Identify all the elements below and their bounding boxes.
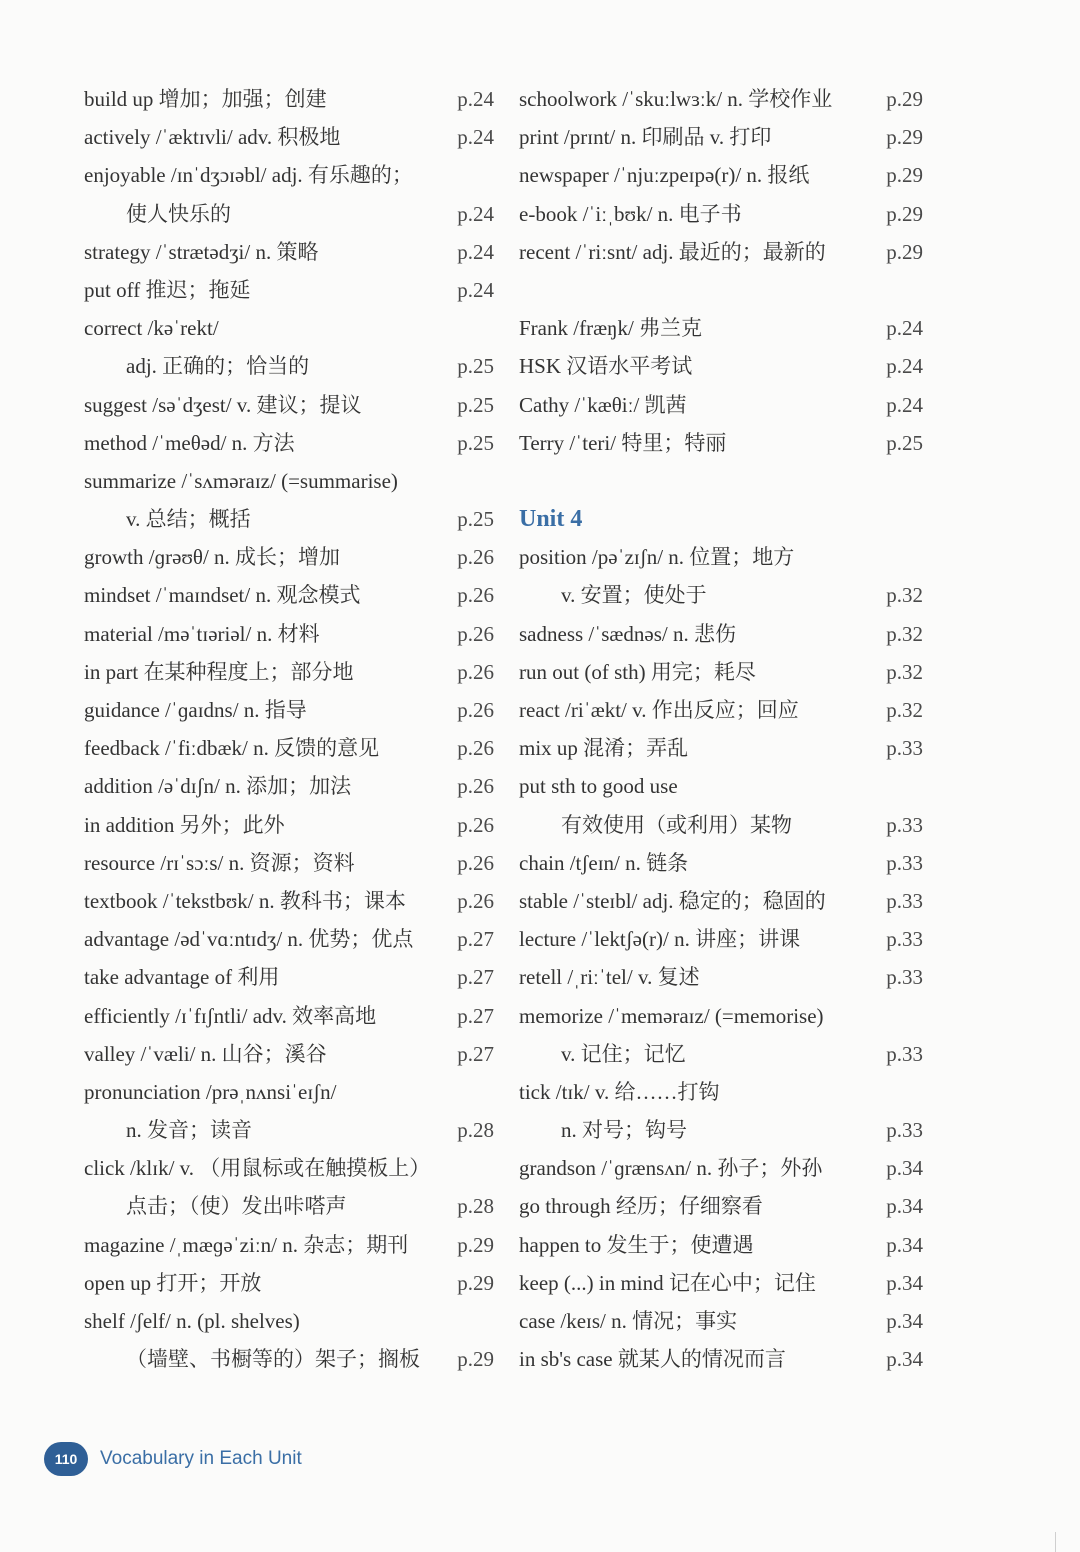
entry-text: method /ˈmeθəd/ n. 方法 xyxy=(84,430,295,455)
entry-text: stable /ˈsteɪbl/ adj. 稳定的；稳固的 xyxy=(519,888,826,913)
page-reference: p.29 xyxy=(457,1347,494,1372)
vocab-entry xyxy=(84,271,494,309)
page-reference: p.28 xyxy=(457,1118,494,1143)
vocab-entry xyxy=(519,653,923,691)
entry-text: lecture /ˈlektʃə(r)/ n. 讲座；讲课 xyxy=(519,927,801,952)
entry-text: adj. 正确的；恰当的 xyxy=(126,354,310,379)
page-reference: p.29 xyxy=(886,125,923,150)
vocab-entry xyxy=(519,1264,923,1302)
entry-text: position /pəˈzɪʃn/ n. 位置；地方 xyxy=(519,545,795,570)
vocab-entry xyxy=(519,691,923,729)
vocab-entry xyxy=(519,1187,923,1225)
page-reference: p.26 xyxy=(457,774,494,799)
vocab-entry xyxy=(84,80,494,118)
page-reference: p.32 xyxy=(886,583,923,608)
entry-text: grandson /ˈɡrænsʌn/ n. 孙子；外孙 xyxy=(519,1156,823,1181)
vocab-entry-continuation xyxy=(84,195,494,233)
page-reference: p.34 xyxy=(886,1194,923,1219)
entry-text: in part 在某种程度上；部分地 xyxy=(84,659,354,684)
entry-text: schoolwork /ˈskuːlwɜːk/ n. 学校作业 xyxy=(519,87,833,111)
vocab-entry xyxy=(519,195,923,233)
entry-text: v. 记住；记忆 xyxy=(561,1041,686,1066)
page-reference: p.29 xyxy=(886,163,923,188)
vocabulary-column-left xyxy=(84,80,494,1378)
vocab-entry xyxy=(519,882,923,920)
section-spacer xyxy=(519,271,923,309)
page-reference: p.27 xyxy=(457,965,494,990)
vocab-entry xyxy=(84,576,494,614)
entry-text: put off 推迟；拖延 xyxy=(84,277,251,302)
page-reference: p.24 xyxy=(886,354,923,379)
page-reference: p.26 xyxy=(457,621,494,646)
vocab-entry xyxy=(84,386,494,424)
vocab-entry xyxy=(84,844,494,882)
section-spacer xyxy=(519,462,923,500)
page-footer xyxy=(44,1442,302,1476)
vocab-entry xyxy=(519,997,923,1035)
page-reference: p.25 xyxy=(457,507,494,532)
vocab-entry-continuation xyxy=(519,1111,923,1149)
vocab-entry-continuation xyxy=(519,576,923,614)
vocab-entry xyxy=(519,1149,923,1187)
vocab-entry xyxy=(84,424,494,462)
page-reference: p.26 xyxy=(457,812,494,837)
vocab-entry xyxy=(84,1264,494,1302)
page-reference: p.26 xyxy=(457,888,494,913)
entry-text: material /məˈtɪəriəl/ n. 材料 xyxy=(84,621,320,646)
page-reference: p.27 xyxy=(457,927,494,952)
entry-text: v. 总结；概括 xyxy=(126,507,251,532)
entry-text: feedback /ˈfiːdbæk/ n. 反馈的意见 xyxy=(84,736,380,761)
page-reference: p.33 xyxy=(886,812,923,837)
entry-text: addition /əˈdɪʃn/ n. 添加；加法 xyxy=(84,774,352,799)
page-reference: p.29 xyxy=(886,87,923,111)
entry-text: 点击；（使）发出咔嗒声 xyxy=(126,1194,347,1219)
entry-text: resource /rɪˈsɔːs/ n. 资源；资料 xyxy=(84,850,355,875)
vocab-entry xyxy=(84,1226,494,1264)
entry-text: build up 增加；加强；创建 xyxy=(84,87,327,111)
entry-text: 有效使用（或利用）某物 xyxy=(561,812,792,837)
page-reference: p.34 xyxy=(886,1156,923,1181)
page-reference: p.34 xyxy=(886,1347,923,1372)
unit-heading: Unit 4 xyxy=(519,506,583,533)
vocab-entry xyxy=(84,1302,494,1340)
vocab-entry xyxy=(519,80,923,118)
entry-text: open up 打开；开放 xyxy=(84,1270,262,1295)
entry-text: enjoyable /ɪnˈdʒɔɪəbl/ adj. 有乐趣的； xyxy=(84,163,413,188)
entry-text: retell /ˌriːˈtel/ v. 复述 xyxy=(519,965,700,990)
vocab-entry xyxy=(84,729,494,767)
entry-text: react /riˈækt/ v. 作出反应；回应 xyxy=(519,698,799,722)
entry-text: summarize /ˈsʌməraɪz/ (=summarise) xyxy=(84,468,398,493)
vocab-entry xyxy=(519,844,923,882)
vocab-entry-continuation xyxy=(84,500,494,538)
entry-text: run out (of sth) 用完；耗尽 xyxy=(519,659,756,684)
page-reference: p.26 xyxy=(457,850,494,875)
vocab-entry xyxy=(84,538,494,576)
page-reference: p.29 xyxy=(886,201,923,226)
vocab-entry xyxy=(84,997,494,1035)
page-reference: p.32 xyxy=(886,659,923,684)
vocabulary-column-right xyxy=(519,80,923,1378)
vocab-entry xyxy=(519,233,923,271)
vocab-entry xyxy=(519,1226,923,1264)
vocab-entry-continuation xyxy=(519,1035,923,1073)
page-reference: p.24 xyxy=(457,201,494,226)
entry-text: sadness /ˈsædnəs/ n. 悲伤 xyxy=(519,621,736,646)
entry-text: pronunciation /prəˌnʌnsiˈeɪʃn/ xyxy=(84,1079,337,1104)
page-reference: p.33 xyxy=(886,965,923,990)
page-reference: p.25 xyxy=(886,430,923,455)
vocab-entry xyxy=(84,882,494,920)
vocab-entry-continuation xyxy=(519,806,923,844)
entry-text: n. 发音；读音 xyxy=(126,1118,252,1143)
entry-text: shelf /ʃelf/ n. (pl. shelves) xyxy=(84,1309,300,1333)
entry-text: mindset /ˈmaɪndset/ n. 观念模式 xyxy=(84,583,361,608)
vocab-entry xyxy=(84,1149,494,1187)
page-number-badge: 110 xyxy=(44,1442,88,1476)
page-reference: p.24 xyxy=(457,125,494,150)
page-reference: p.34 xyxy=(886,1270,923,1295)
entry-text: HSK 汉语水平考试 xyxy=(519,354,693,379)
entry-text: click /klɪk/ v. （用鼠标或在触摸板上） xyxy=(84,1156,431,1181)
page-reference: p.29 xyxy=(457,1270,494,1295)
page-reference: p.33 xyxy=(886,850,923,875)
vocab-entry xyxy=(84,958,494,996)
entry-text: recent /ˈriːsnt/ adj. 最近的；最新的 xyxy=(519,239,826,264)
vocab-entry xyxy=(519,118,923,156)
footer-section-title: Vocabulary in Each Unit xyxy=(100,1448,302,1469)
page-reference: p.33 xyxy=(886,888,923,913)
vocab-entry-continuation xyxy=(84,1111,494,1149)
entry-text: （墙壁、书橱等的）架子；搁板 xyxy=(126,1347,420,1372)
entry-text: newspaper /ˈnjuːzpeɪpə(r)/ n. 报纸 xyxy=(519,163,810,188)
page-reference: p.25 xyxy=(457,392,494,417)
proper-name-entry xyxy=(519,386,923,424)
vocab-entry xyxy=(519,1073,923,1111)
vocab-entry xyxy=(84,1073,494,1111)
entry-text: take advantage of 利用 xyxy=(84,965,280,990)
page-reference: p.33 xyxy=(886,927,923,952)
page-reference: p.29 xyxy=(886,239,923,264)
entry-text: advantage /ədˈvɑːntɪdʒ/ n. 优势；优点 xyxy=(84,927,414,952)
entry-text: textbook /ˈtekstbʊk/ n. 教科书；课本 xyxy=(84,888,406,913)
vocab-entry xyxy=(84,1035,494,1073)
entry-text: efficiently /ɪˈfɪʃntli/ adv. 效率高地 xyxy=(84,1003,377,1028)
entry-text: strategy /ˈstrætədʒi/ n. 策略 xyxy=(84,239,319,264)
vocab-entry xyxy=(84,233,494,271)
entry-text: Terry /ˈteri/ 特里；特丽 xyxy=(519,430,727,455)
page-reference: p.34 xyxy=(886,1232,923,1257)
page-reference: p.27 xyxy=(457,1003,494,1028)
vocab-entry xyxy=(519,156,923,194)
vocab-entry xyxy=(519,958,923,996)
vocab-entry xyxy=(84,309,494,347)
vocab-entry xyxy=(519,920,923,958)
entry-text: v. 安置；使处于 xyxy=(561,583,707,608)
vocab-entry xyxy=(519,615,923,653)
entry-text: n. 对号；钩号 xyxy=(561,1118,687,1143)
vocab-entry xyxy=(84,767,494,805)
page-reference: p.32 xyxy=(886,621,923,646)
entry-text: in sb's case 就某人的情况而言 xyxy=(519,1347,786,1372)
vocab-entry xyxy=(84,615,494,653)
page-reference: p.26 xyxy=(457,659,494,684)
entry-text: keep (...) in mind 记在心中；记住 xyxy=(519,1270,816,1295)
entry-text: suggest /səˈdʒest/ v. 建议；提议 xyxy=(84,392,362,417)
entry-text: growth /ɡrəʊθ/ n. 成长；增加 xyxy=(84,545,341,570)
vocab-entry xyxy=(84,653,494,691)
entry-text: chain /tʃeɪn/ n. 链条 xyxy=(519,850,689,875)
entry-text: tick /tɪk/ v. 给……打钩 xyxy=(519,1079,720,1104)
vocab-entry xyxy=(519,1340,923,1378)
entry-text: print /prɪnt/ n. 印刷品 v. 打印 xyxy=(519,125,772,150)
entry-text: guidance /ˈɡaɪdns/ n. 指导 xyxy=(84,698,307,722)
entry-text: Frank /fræŋk/ 弗兰克 xyxy=(519,316,703,341)
entry-text: case /keɪs/ n. 情况；事实 xyxy=(519,1309,738,1333)
page-reference: p.24 xyxy=(886,316,923,341)
page-reference: p.29 xyxy=(457,1232,494,1257)
page-reference: p.25 xyxy=(457,354,494,379)
entry-text: memorize /ˈmeməraɪz/ (=memorise) xyxy=(519,1003,824,1028)
entry-text: magazine /ˌmæɡəˈziːn/ n. 杂志；期刊 xyxy=(84,1232,409,1257)
vocab-entry xyxy=(84,118,494,156)
vocab-entry-continuation xyxy=(84,1187,494,1225)
page-reference: p.24 xyxy=(457,277,494,302)
page-reference: p.28 xyxy=(457,1194,494,1219)
page-reference: p.33 xyxy=(886,736,923,761)
proper-name-entry xyxy=(519,424,923,462)
entry-text: put sth to good use xyxy=(519,774,678,799)
vocab-entry xyxy=(84,462,494,500)
entry-text: go through 经历；仔细察看 xyxy=(519,1194,763,1219)
vocab-entry xyxy=(84,806,494,844)
entry-text: Cathy /ˈkæθiː/ 凯茜 xyxy=(519,392,687,417)
entry-text: 使人快乐的 xyxy=(126,201,231,226)
entry-text: happen to 发生于；使遭遇 xyxy=(519,1232,754,1257)
vocab-entry xyxy=(519,729,923,767)
proper-name-entry xyxy=(519,347,923,385)
vocab-entry xyxy=(519,767,923,805)
page-reference: p.26 xyxy=(457,698,494,722)
page-reference: p.27 xyxy=(457,1041,494,1066)
vocab-entry xyxy=(519,538,923,576)
entry-text: in addition 另外；此外 xyxy=(84,812,285,837)
entry-text: actively /ˈæktɪvli/ adv. 积极地 xyxy=(84,125,341,150)
page-reference: p.24 xyxy=(457,239,494,264)
entry-text: correct /kəˈrekt/ xyxy=(84,316,219,341)
page-reference: p.32 xyxy=(886,698,923,722)
page-reference: p.33 xyxy=(886,1118,923,1143)
vocab-entry xyxy=(84,691,494,729)
entry-text: valley /ˈvæli/ n. 山谷；溪谷 xyxy=(84,1041,327,1066)
vocab-entry xyxy=(84,920,494,958)
vocab-entry-continuation xyxy=(84,1340,494,1378)
page-reference: p.24 xyxy=(886,392,923,417)
page-reference: p.26 xyxy=(457,736,494,761)
entry-text: mix up 混淆；弄乱 xyxy=(519,736,689,761)
vocab-entry-continuation xyxy=(84,347,494,385)
vocab-entry xyxy=(84,156,494,194)
page-reference: p.25 xyxy=(457,430,494,455)
vocab-entry xyxy=(519,1302,923,1340)
page-reference: p.26 xyxy=(457,583,494,608)
page-edge-mark xyxy=(1055,1532,1070,1552)
page-reference: p.34 xyxy=(886,1309,923,1333)
page-reference: p.24 xyxy=(457,87,494,111)
page-reference: p.33 xyxy=(886,1041,923,1066)
page-reference: p.26 xyxy=(457,545,494,570)
entry-text: e-book /ˈiːˌbʊk/ n. 电子书 xyxy=(519,201,742,226)
proper-name-entry xyxy=(519,309,923,347)
